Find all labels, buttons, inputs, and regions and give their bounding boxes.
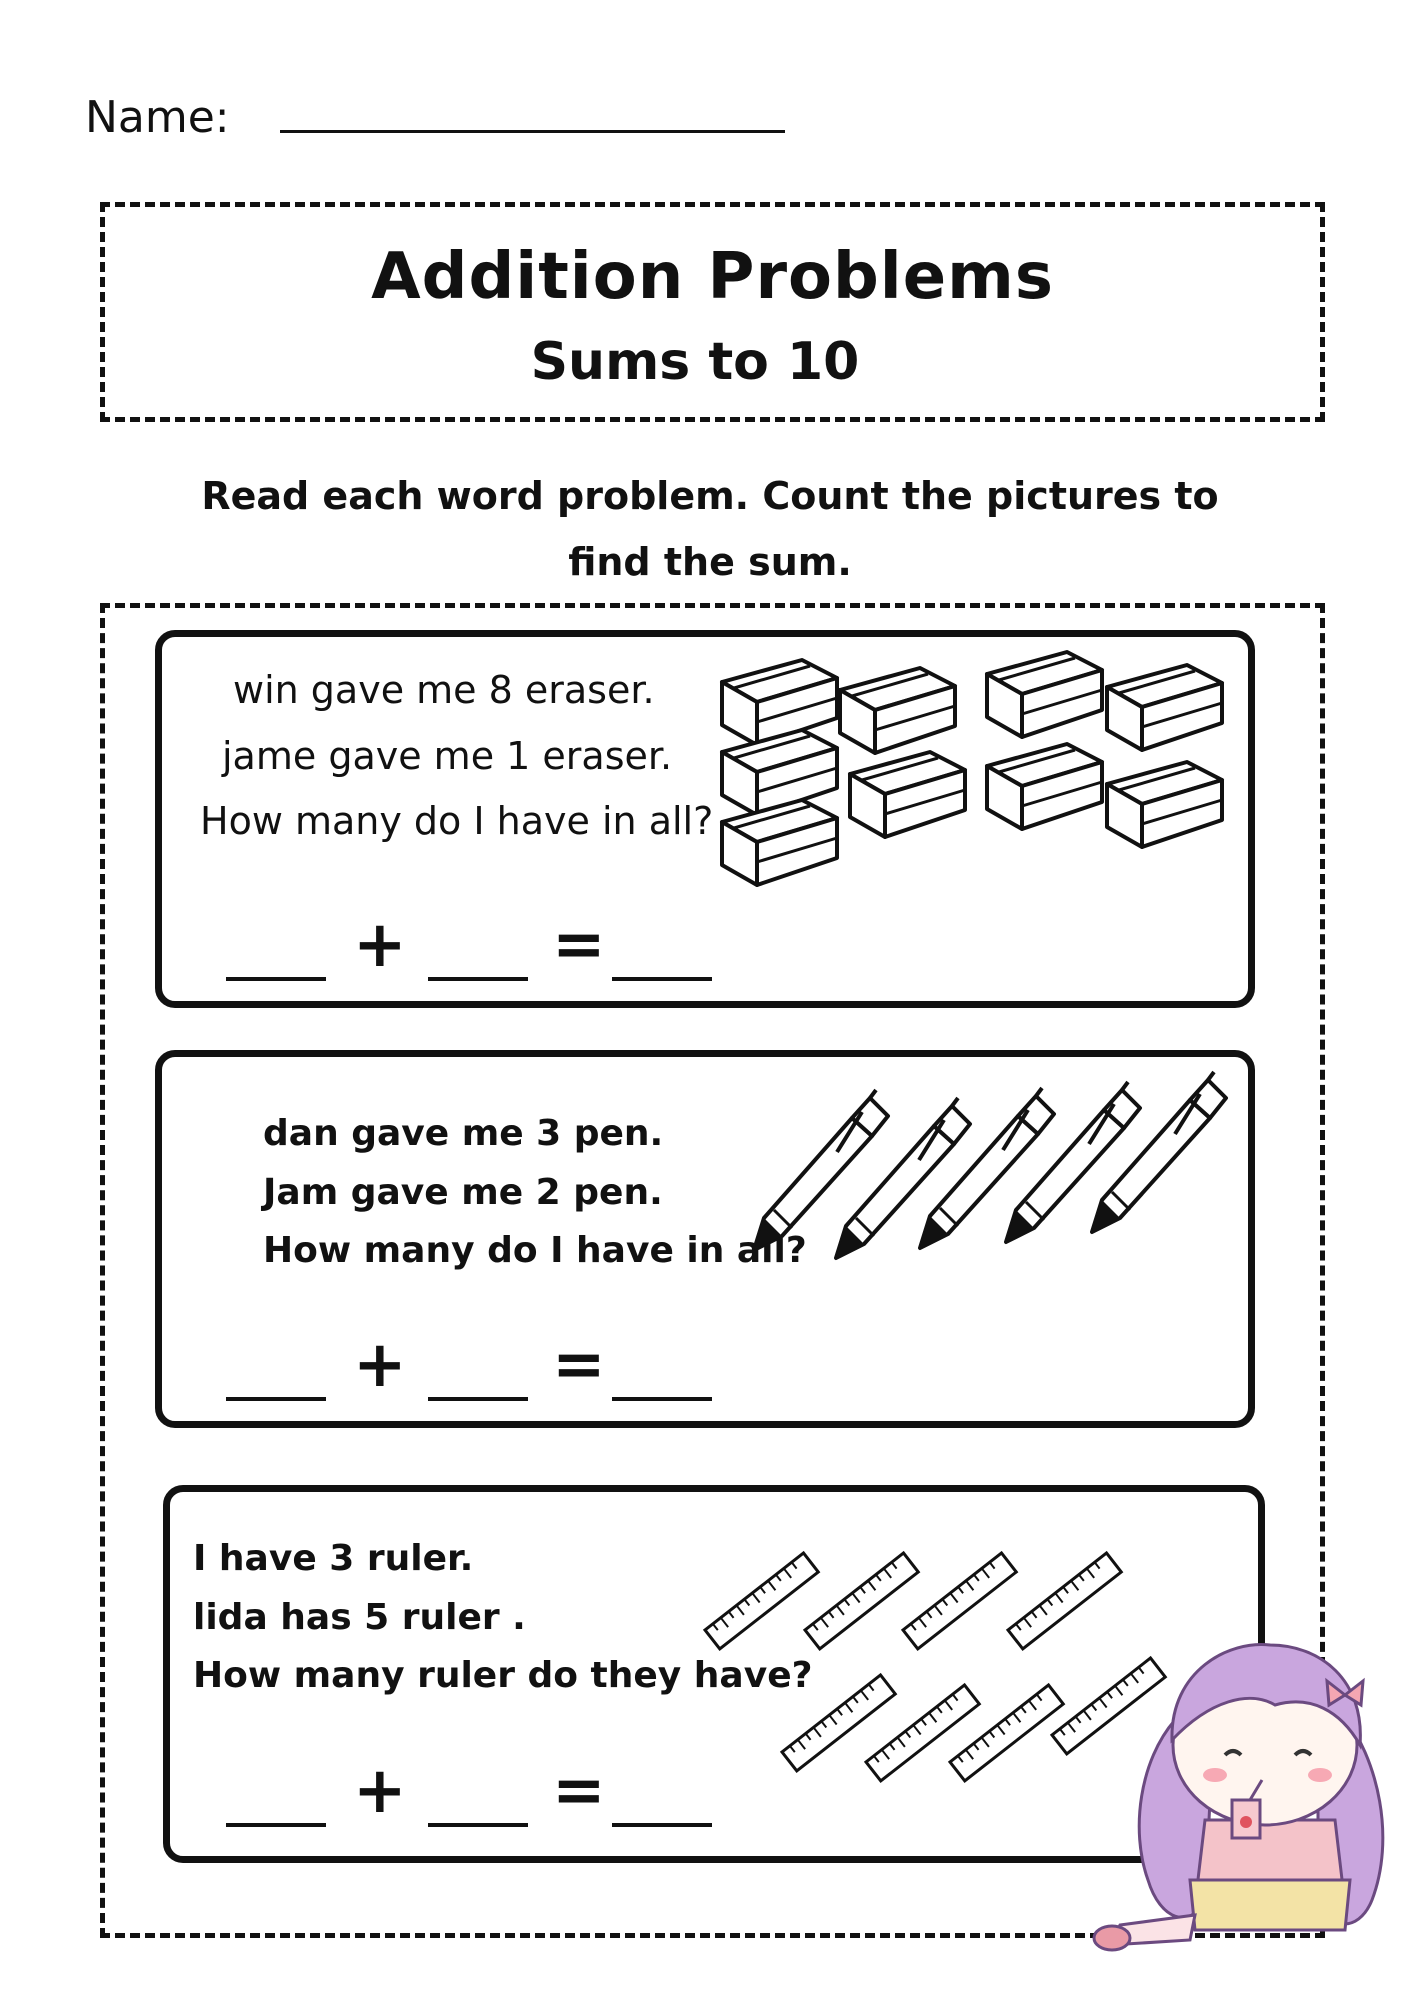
problem-1-line-2: jame gave me 1 eraser. <box>222 734 673 778</box>
name-label: Name: <box>85 92 230 143</box>
problem-3-line-1: I have 3 ruler. <box>193 1538 474 1579</box>
page-subtitle: Sums to 10 <box>530 332 860 392</box>
problem-3-plus: + <box>353 1754 407 1828</box>
instructions-line-2: find the sum. <box>568 540 852 584</box>
problem-1-equals: = <box>552 908 606 982</box>
instructions-line-1: Read each word problem. Count the pictures to <box>201 474 1219 518</box>
problem-1-plus: + <box>353 908 407 982</box>
page-title: Addition Problems <box>371 240 1054 314</box>
problem-2-line-3: How many do I have in all? <box>263 1230 807 1271</box>
problem-2-equals: = <box>552 1328 606 1402</box>
problem-2-plus: + <box>353 1328 407 1402</box>
problem-1-line-1: win gave me 8 eraser. <box>233 668 655 712</box>
problem-1-line-3: How many do I have in all? <box>200 799 714 843</box>
problem-2-line-1: dan gave me 3 pen. <box>263 1113 664 1154</box>
problem-2-line-2: Jam gave me 2 pen. <box>263 1172 663 1213</box>
problem-3-line-2: lida has 5 ruler . <box>193 1597 526 1638</box>
problem-3-line-3: How many ruler do they have? <box>193 1655 813 1696</box>
problem-3-equals: = <box>552 1754 606 1828</box>
